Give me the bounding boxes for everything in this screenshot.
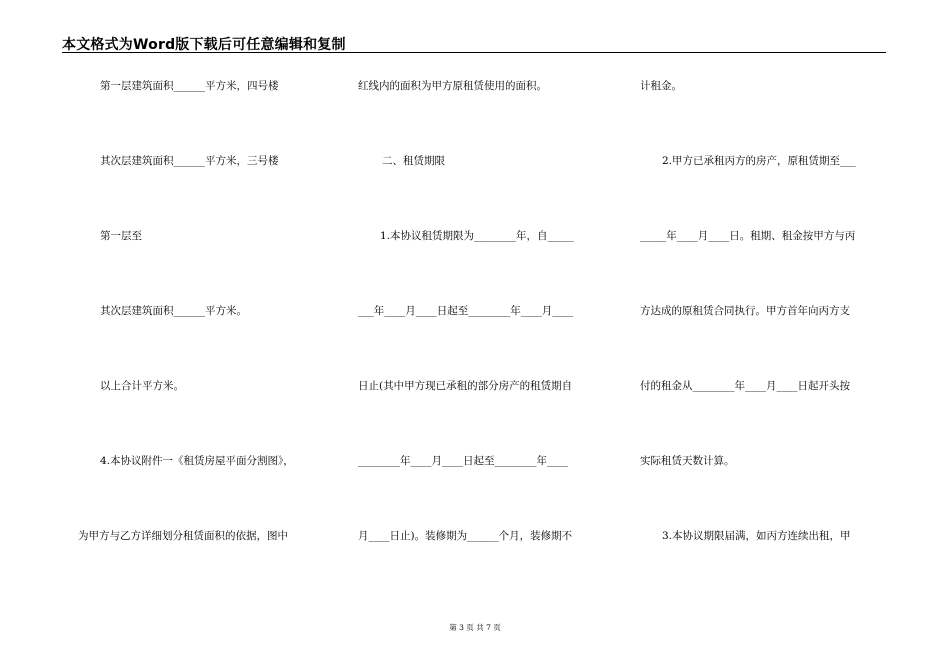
paragraph-line: 3.本协议期限届满，如丙方连续出租，甲 bbox=[662, 530, 851, 542]
section-heading: 二、租赁期限 bbox=[382, 155, 445, 167]
paragraph-line: 实际租赁天数计算。 bbox=[640, 455, 735, 467]
paragraph-line: 计租金。 bbox=[640, 80, 682, 92]
paragraph-line: 4.本协议附件一《租赁房屋平面分割图》， bbox=[100, 455, 294, 467]
paragraph-line: 付的租金从________年____月____日起开头按 bbox=[640, 380, 850, 392]
text-column-left bbox=[62, 0, 332, 672]
paragraph-line: 为甲方与乙方详细划分租赁面积的依据，图中 bbox=[78, 530, 288, 542]
paragraph-line: 红线内的面积为甲方原租赁使用的面积。 bbox=[358, 80, 547, 92]
paragraph-line: 第一层建筑面积______平方米，四号楼 bbox=[100, 80, 279, 92]
paragraph-line: 1.本协议租赁期限为________年，自_____ bbox=[380, 230, 574, 242]
text-column-middle bbox=[352, 0, 612, 672]
paragraph-line: 以上合计平方米。 bbox=[100, 380, 184, 392]
paragraph-line: ________年____月____日起至________年____ bbox=[358, 455, 568, 467]
paragraph-line: 月____日止)。装修期为______个月，装修期不 bbox=[358, 530, 573, 542]
paragraph-line: 日止(其中甲方现已承租的部分房产的租赁期自 bbox=[358, 380, 573, 392]
paragraph-line: 其次层建筑面积______平方米，三号楼 bbox=[100, 155, 279, 167]
page-number: 第 3 页 共 7 页 bbox=[449, 623, 501, 632]
paragraph-line: 方达成的原租赁合同执行。甲方首年向丙方支 bbox=[640, 305, 850, 317]
paragraph-line: ___年____月____日起至________年____月____ bbox=[358, 305, 574, 317]
text-column-right bbox=[634, 0, 890, 672]
paragraph-line: 2.甲方已承租丙方的房产，原租赁期至___ bbox=[662, 155, 856, 167]
paragraph-line: _____年____月____日。租期、租金按甲方与丙 bbox=[640, 230, 856, 242]
paragraph-line: 第一层至 bbox=[100, 230, 142, 242]
document-header-title: 本文格式为Word版下载后可任意编辑和复制 bbox=[62, 37, 346, 53]
paragraph-line: 其次层建筑面积______平方米。 bbox=[100, 305, 247, 317]
